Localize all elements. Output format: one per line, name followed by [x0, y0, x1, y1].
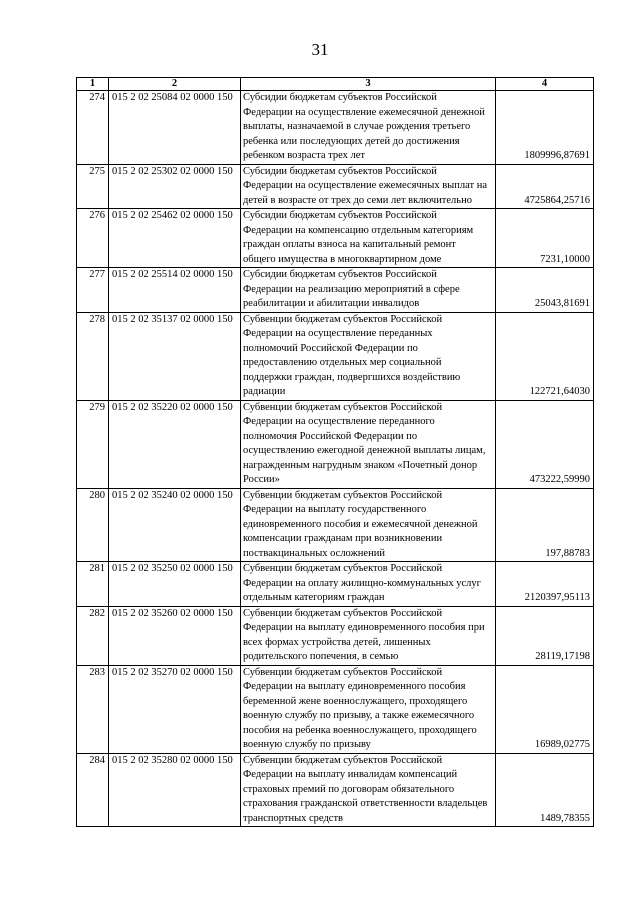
row-number: 281 — [77, 562, 109, 607]
description-line: Федерации на осуществление ежемесячных выплат на — [243, 180, 487, 191]
amount: 7231,10000 — [496, 209, 594, 268]
header-col-2: 2 — [109, 78, 241, 91]
row-number: 283 — [77, 665, 109, 753]
description-line: Субвенции бюджетам субъектов Российской — [243, 666, 443, 678]
description-line: Федерации на выплату единовременного пособия при — [243, 622, 485, 633]
description-line: Федерации на выплату инвалидам компенсаций — [243, 769, 458, 780]
header-col-1: 1 — [77, 78, 109, 91]
description-line: пособия на ребенка военнослужащего, проходящего — [243, 724, 477, 736]
budget-code: 015 2 02 25462 02 0000 150 — [109, 209, 241, 268]
row-number: 278 — [77, 312, 109, 400]
description-line: Субсидии бюджетам субъектов Российской — [243, 269, 437, 280]
description-line: Субвенции бюджетам субъектов Российской — [243, 313, 443, 325]
budget-code: 015 2 02 35250 02 0000 150 — [109, 562, 241, 607]
amount: 25043,81691 — [496, 268, 594, 313]
description-line: Субвенции бюджетам субъектов Российской — [243, 489, 443, 501]
description — [241, 312, 496, 400]
description-line: отдельным категориям граждан — [243, 592, 385, 603]
description — [241, 209, 496, 268]
amount: 28119,17198 — [496, 606, 594, 665]
table-row — [77, 606, 594, 665]
table-body — [77, 91, 594, 827]
description-line: Федерации на реализацию мероприятий в сфере — [243, 283, 460, 295]
row-number: 275 — [77, 164, 109, 209]
row-number: 282 — [77, 606, 109, 665]
budget-code: 015 2 02 25084 02 0000 150 — [109, 91, 241, 165]
description-line: Федерации на осуществление переданного — [243, 416, 435, 427]
description-line: транспортных средств — [243, 812, 344, 824]
description-line: детей в возрасте от трех до семи лет включительно — [243, 194, 472, 206]
page-number: 31 — [311, 40, 329, 59]
description-line: полномочия Российской Федерации по — [243, 430, 418, 442]
description-line: реабилитации и абилитации инвалидов — [243, 298, 420, 309]
table-header-row — [77, 78, 594, 91]
amount: 473222,59990 — [496, 400, 594, 488]
description — [241, 753, 496, 827]
amount: 1489,78355 — [496, 753, 594, 827]
description-line: военную службу по призыву, а также ежемесячного — [243, 710, 475, 721]
description — [241, 164, 496, 209]
table-row — [77, 753, 594, 827]
budget-code: 015 2 02 35270 02 0000 150 — [109, 665, 241, 753]
description-line: Федерации на выплату государственного — [243, 504, 427, 515]
table-row — [77, 268, 594, 313]
amount: 197,88783 — [496, 488, 594, 562]
description-line: осуществлению ежегодной денежной выплаты лицам, — [243, 445, 486, 456]
description-line: Субвенции бюджетам субъектов Российской — [243, 563, 443, 574]
amount: 1809996,87691 — [496, 91, 594, 165]
description-line: Федерации на компенсацию отдельным категориям — [243, 224, 474, 236]
description — [241, 268, 496, 313]
description-line: поствакцинальных осложнений — [243, 547, 385, 559]
description-line: радиации — [243, 386, 286, 397]
description-line: Федерации на выплату единовременного пособия — [243, 681, 466, 692]
description-line: ребенка или последующих детей до достижения — [243, 135, 460, 147]
description-line: ребенком возраста трех лет — [243, 150, 365, 161]
description — [241, 562, 496, 607]
description-line: беременной жене военнослужащего, проходящего — [243, 695, 468, 707]
description-line: выплаты, назначаемой в случае рождения третьего — [243, 121, 471, 132]
table-row — [77, 400, 594, 488]
description-line: полномочий Российской Федерации по — [243, 342, 418, 354]
row-number: 279 — [77, 400, 109, 488]
description-line: Федерации на оплату жилищно-коммунальных услуг — [243, 577, 481, 589]
description — [241, 606, 496, 665]
table-row — [77, 164, 594, 209]
row-number: 274 — [77, 91, 109, 165]
budget-table — [76, 77, 594, 827]
row-number: 280 — [77, 488, 109, 562]
amount: 122721,64030 — [496, 312, 594, 400]
table-row — [77, 562, 594, 607]
description-line: Субвенции бюджетам субъектов Российской — [243, 401, 443, 413]
description — [241, 400, 496, 488]
table-row — [77, 665, 594, 753]
amount: 16989,02775 — [496, 665, 594, 753]
table-row — [77, 488, 594, 562]
description-line: родительского попечения, в семью — [243, 651, 399, 662]
description-line: Субвенции бюджетам субъектов Российской — [243, 607, 443, 619]
description-line: военную службу по призыву — [243, 739, 371, 750]
description-line: страхования гражданской ответственности владельцев — [243, 798, 488, 809]
row-number: 284 — [77, 753, 109, 827]
description — [241, 91, 496, 165]
row-number: 276 — [77, 209, 109, 268]
budget-code: 015 2 02 35280 02 0000 150 — [109, 753, 241, 827]
table-row — [77, 91, 594, 165]
description — [241, 488, 496, 562]
description-line: Субсидии бюджетам субъектов Российской — [243, 210, 437, 221]
budget-code: 015 2 02 25514 02 0000 150 — [109, 268, 241, 313]
description-line: предоставлению отдельных мер социальной — [243, 357, 442, 368]
description-line: Субсидии бюджетам субъектов Российской — [243, 92, 437, 103]
table-row — [77, 209, 594, 268]
budget-code: 015 2 02 25302 02 0000 150 — [109, 164, 241, 209]
description-line: Федерации на осуществление ежемесячной денежной — [243, 106, 485, 118]
row-number: 277 — [77, 268, 109, 313]
amount: 2120397,95113 — [496, 562, 594, 607]
table-row — [77, 312, 594, 400]
description-line: всех формах устройства детей, лишенных — [243, 636, 431, 648]
description-line: граждан оплаты взноса на капитальный ремонт — [243, 239, 456, 250]
header-col-4: 4 — [496, 78, 594, 91]
description-line: России» — [243, 474, 280, 485]
description-line: награжденным нагрудным знаком «Почетный донор — [243, 459, 478, 471]
description-line: компенсации гражданам при возникновении — [243, 533, 443, 544]
budget-code: 015 2 02 35220 02 0000 150 — [109, 400, 241, 488]
description — [241, 665, 496, 753]
budget-code: 015 2 02 35260 02 0000 150 — [109, 606, 241, 665]
budget-code: 015 2 02 35137 02 0000 150 — [109, 312, 241, 400]
description-line: страховых премий по договорам обязательного — [243, 783, 455, 795]
description-line: Субсидии бюджетам субъектов Российской — [243, 165, 437, 177]
budget-code: 015 2 02 35240 02 0000 150 — [109, 488, 241, 562]
description-line: Федерации на осуществление переданных — [243, 328, 433, 339]
description-line: единовременного пособия и ежемесячной денежной — [243, 518, 478, 530]
description-line: общего имущества в многоквартирном доме — [243, 253, 442, 265]
description-line: Субвенции бюджетам субъектов Российской — [243, 754, 443, 766]
amount: 4725864,25716 — [496, 164, 594, 209]
header-col-3: 3 — [241, 78, 496, 91]
description-line: поддержки граждан, подвергшихся воздействию — [243, 371, 461, 383]
